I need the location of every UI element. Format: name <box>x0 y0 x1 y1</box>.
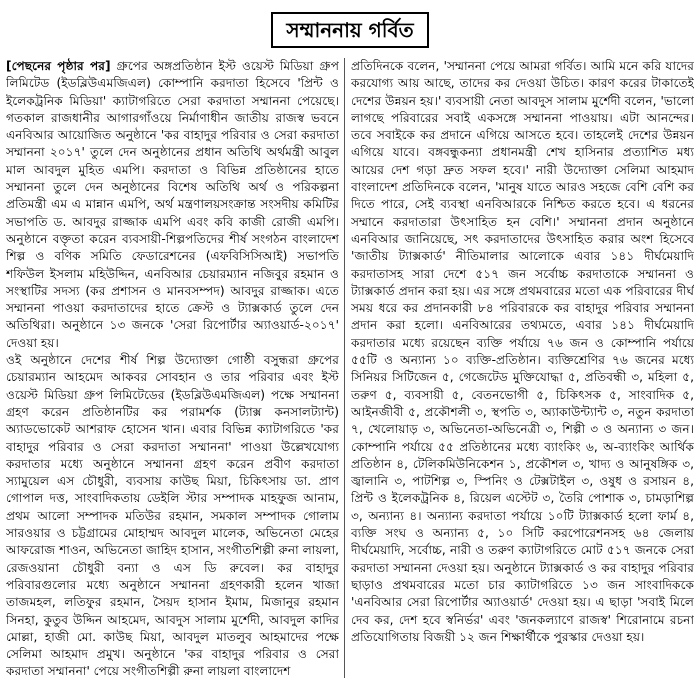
headline: সম্মাননায় গর্বিত <box>286 18 414 42</box>
headline-box <box>271 12 429 48</box>
article-paragraph <box>6 58 339 352</box>
continuation-marker: [পেছনের পৃষ্ঠার পর] <box>6 59 111 73</box>
column-divider <box>344 58 345 678</box>
article-paragraph: প্রতিদিনকে বলেন, 'সম্মাননা পেয়ে আমরা গর্বিত। আমি মনে করি যাদের করযোগ্য আয় আছে, তাদের কর দেওয়া উচিত। কারণ করের টাকাতেই দেশের উন্নয়ন হয়।' ব্যবসায়ী নেতা আবদুস সালাম মুর্শেদী বলেন, 'ভালো লাগছে পরিবারের সবাই একসঙ্গে সম্মাননা পাওয়ায়। এটা আনন্দের। তবে সবাইকে কর প্রদানে এগিয়ে আসতে হবে। তাহলেই দেশের উন্নয়ন এগিয়ে যাবে। বঙ্গবন্ধুকন্যা প্রধানমন্ত্রী শেখ হাসিনার প্রত্যাশিত মধ্য আয়ের দেশ গড়া দ্রুত সফল হবে।' নারী উদ্যোক্তা সেলিমা আহমাদ বাংলাদেশ প্রতিদিনকে বলেন, 'মানুষ যাতে আরও সহজে বেশি বেশি কর দিতে পারে, সেই ব্যবস্থা এনবিআরকে নিশ্চিত করতে হবে। এ ধরনের সম্মানে করদাতারা উৎসাহিত হন বেশি।' সম্মাননা প্রদান অনুষ্ঠানে এনবিআর জানিয়েছে, সৎ করদাতাদের উৎসাহিত করার অংশ হিসেবে 'জাতীয় ট্যাক্সকার্ড' নীতিমালার আলোকে এবার ১৪১ দীর্ঘমেয়াদি করদাতাসহ সারা দেশে ৫১৭ জন সর্বোচ্চ করদাতাকে সম্মাননা ও ট্যাক্সকার্ড প্রদান করা হয়। এর সঙ্গে প্রথমবারের মতো এক পরিবারের দীর্ঘ সময় ধরে কর প্রদানকারী ৮৪ পরিবারকে কর বাহাদুর পরিবার সম্মাননা প্রদান করা হলো। এনবিআরের তথ্যমতে, এবার ১৪১ দীর্ঘমেয়াদি করদাতার মধ্যে রয়েছেন ব্যক্তি পর্যায়ে ৭৬ জন ও কোম্পানি পর্যায়ে ৫৫টি ও অন্যান্য ১০ ব্যক্তি-প্রতিষ্ঠান। ব্যক্তিশ্রেণির ৭৬ জনের মধ্যে সিনিয়র সিটিজেন ৫, গেজেটেড মুক্তিযোদ্ধা ৫, প্রতিবন্ধী ৩, মহিলা ৫, তরুণ ৫, ব্যবসায়ী ৫, বেতনভোগী ৫, চিকিৎসক ৫, সাংবাদিক ৫, আইনজীবী ৫, প্রকৌশলী ৩, স্থপতি ৩, অ্যাকাউন্ট্যান্ট ৩, নতুন করদাতা ৭, খেলোয়াড় ৩, অভিনেতা-অভিনেত্রী ৩, শিল্পী ৩ ও অন্যান্য ৩ জন। কোম্পানি পর্যায়ে ৫৫ প্রতিষ্ঠানের মধ্যে ব্যাংকিং ৬, অ-ব্যাংকিং আর্থিক প্রতিষ্ঠান ৪, টেলিকমিউনিকেশন ১, প্রকৌশল ৩, খাদ্য ও আনুষঙ্গিক ৩, জ্বালানি ৩, পাটশিল্প ৩, স্পিনিং ও টেক্সটাইল ৩, ওষুধ ও রসায়ন ৪, প্রিন্ট ও ইলেকট্রনিক ৪, রিয়েল এস্টেট ৩, তৈরি পোশাক ৩, চামড়াশিল্প ৩, অন্যান্য ৪। অন্যান্য করদাতা পর্যায়ে ১০টি ট্যাক্সকার্ড হলো ফার্ম ৪, ব্যক্তি সংঘ ও অন্যান্য ৫, ১০ সিটি করপোরেশনসহ ৬৪ জেলায় দীর্ঘমেয়াদি, সর্বোচ্চ, নারী ও তরুণ ক্যাটাগরিতে মোট ৫১৭ জনকে সেরা করদাতা সম্মাননা দেওয়া হয়। অনুষ্ঠানে ট্যাক্সকার্ড ও কর বাহাদুর পরিবার ছাড়াও প্রথমবারের মতো চার ক্যাটাগরিতে ১৩ জন সাংবাদিককে 'এনবিআর সেরা রিপোর্টার অ্যাওয়ার্ড' দেওয়া হয়। এ ছাড়া 'সবাই মিলে দেব কর, দেশ হবে স্বনির্ভর' এবং 'জনকল্যাণে রাজস্ব' শিরোনামে রচনা প্রতিযোগিতায় বিজয়ী ১২ জন শিক্ষার্থীকে পুরস্কার দেওয়া হয়। <box>351 59 694 644</box>
article-paragraph: ওই অনুষ্ঠানে দেশের শীর্ষ শিল্প উদ্যোক্তা গোষ্ঠী বসুন্ধরা গ্রুপের চেয়ারম্যান আহমেদ আকবর সোবহান ও তার পরিবার এবং ইস্ট ওয়েস্ট মিডিয়া গ্রুপ লিমিটেডের (ইডব্লিউএমজিএল) পক্ষে সম্মাননা গ্রহণ করেন প্রতিষ্ঠানটির কর পরামর্শক (ট্যাক্স কনসালট্যান্ট) অ্যাডভোকেট আশরাফ হোসেন খান। এবার বিভিন্ন ক্যাটাগরিতে 'কর বাহাদুর পরিবার ও সেরা করদাতা সম্মাননা' পাওয়া উল্লেখযোগ্য করদাতার মধ্যে অনুষ্ঠানে সম্মাননা গ্রহণ করেন প্রবীণ করদাতা স্যামুয়েল এস চৌধুরী, ব্যবসায় কাউছ মিয়া, চিকিৎসায় ডা. প্রাণ গোপাল দত্ত, সাংবাদিকতায় ডেইলি স্টার সম্পাদক মাহফুজ আনাম, প্রথম আলো সম্পাদক মতিউর রহমান, সমকাল সম্পাদক গোলাম সারওয়ার ও চট্টগ্রামের মোহাম্মদ আবদুল মালেক, অভিনেতা মেহের আফরোজ শাওন, অভিনেতা জাহিদ হাসান, সংগীতশিল্পী রুনা লায়লা, রেজওয়ানা চৌধুরী বন্যা ও এস ডি রুবেল। কর বাহাদুর পরিবারগুলোর মধ্যে অনুষ্ঠানে সম্মাননা গ্রহণকারী হলেন খাজা তাজমহল, লতিফুর রহমান, সৈয়দ হাসান ইমাম, মিজানুর রহমান সিনহা, কুতুব উদ্দিন আহমেদ, আবদুস সালাম মুর্শেদী, আবদুল কাদির মোল্লা, হাজী মো. কাউছ মিয়া, আবদুল মাতলুব আহমাদের পক্ষে সেলিমা আহমাদ প্রমুখ। অনুষ্ঠানে 'কর বাহাদুর পরিবার ও সেরা করদাতা সম্মাননা' পেয়ে সংগীতশিল্পী রুনা লায়লা বাংলাদেশ <box>6 353 339 679</box>
paragraph-text: গ্রুপের অঙ্গপ্রতিষ্ঠান ইস্ট ওয়েস্ট মিডিয়া গ্রুপ লিমিটেড (ইডব্লিউএমজিএল) কোম্পানি করদাতা হিসেবে 'প্রিন্ট ও ইলেকট্রনিক মিডিয়া' ক্যাটাগরিতে সেরা করদাতা সম্মাননা পেয়েছে। গতকাল রাজধানীর আগারগাঁওয়ে নির্মাণাধীন জাতীয় রাজস্ব ভবনে এনবিআর আয়োজিত অনুষ্ঠানে 'কর বাহাদুর পরিবার ও সেরা করদাতা সম্মাননা ২০১৭' তুলে দেন অনুষ্ঠানের প্রধান অতিথি অর্থমন্ত্রী আবুল মাল আবদুল মুহিত এমপি। করদাতা ও বিভিন্ন প্রতিষ্ঠানের হাতে সম্মাননা তুলে দেন অনুষ্ঠানের বিশেষ অতিথি অর্থ ও পরিকল্পনা প্রতিমন্ত্রী এম এ মান্নান এমপি, অর্থ মন্ত্রণালয়সংক্রান্ত সংসদীয় কমিটির সভাপতি ড. আবদুর রাজ্জাক এমপি এবং কবি কাজী রোজী এমপি। অনুষ্ঠানে বক্তৃতা করেন ব্যবসায়ী-শিল্পপতিদের শীর্ষ সংগঠন বাংলাদেশ শিল্প ও বণিক সমিতি ফেডারেশনের (এফবিসিসিআই) সভাপতি শফিউল ইসলাম মহিউদ্দিন, এনবিআর চেয়ারম্যান নজিবুর রহমান ও সংস্থাটির সদস্য (কর প্রশাসন ও মানবসম্পদ) আবদুর রাজ্জাক। এতে সম্মাননা পাওয়া করদাতাদের হাতে ক্রেস্ট ও ট্যাক্সকার্ড তুলে দেন অতিথিরা। অনুষ্ঠানে ১৩ জনকে 'সেরা রিপোর্টার অ্যাওয়ার্ড-২০১৭' দেওয়া হয়। <box>6 59 339 350</box>
article-column-left <box>6 58 339 682</box>
article-column-right <box>351 58 694 682</box>
